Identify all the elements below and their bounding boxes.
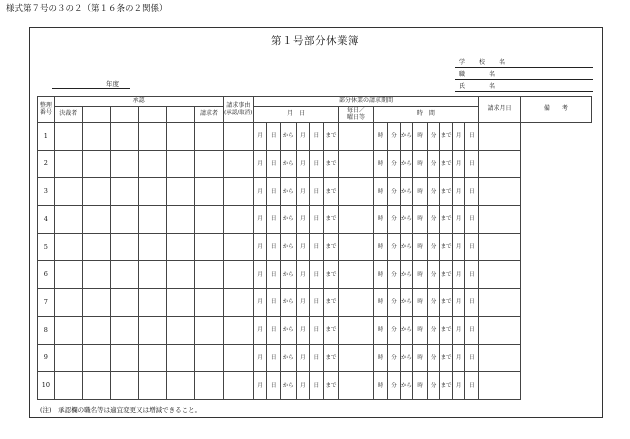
cell-approver[interactable] (110, 289, 138, 317)
cell-fun: 分 (427, 123, 440, 151)
cell-kara: から (400, 261, 413, 289)
cell-made: まで (440, 206, 453, 234)
cell-tsuki: 月 (296, 150, 310, 178)
cell-fun: 分 (427, 289, 440, 317)
cell-biko[interactable] (479, 123, 521, 151)
table-row (38, 316, 592, 344)
cell-hi: 日 (310, 316, 324, 344)
cell-tsuki: 月 (296, 178, 310, 206)
cell-kara: から (280, 123, 296, 151)
cell-fun: 分 (388, 233, 401, 261)
cell-tsuki: 月 (253, 206, 267, 234)
cell-fun: 分 (388, 206, 401, 234)
cell-ji: 時 (413, 233, 428, 261)
cell-ji: 時 (373, 261, 388, 289)
cell-hi: 日 (267, 261, 281, 289)
leave-table (37, 96, 592, 400)
cell-hi: 日 (267, 344, 281, 372)
cell-approver[interactable] (139, 178, 167, 206)
header-shonin: 承認 (54, 97, 223, 107)
cell-made: まで (323, 344, 339, 372)
cell-approver[interactable] (167, 123, 195, 151)
footnote: (注) 承認欄の職名等は適宜変更又は増減できること。 (40, 406, 202, 414)
cell-row-number: 1 (38, 123, 55, 151)
cell-tsuki: 月 (253, 372, 267, 400)
cell-made: まで (323, 261, 339, 289)
cell-approver[interactable] (110, 372, 138, 400)
cell-ji: 時 (373, 150, 388, 178)
cell-fun: 分 (427, 150, 440, 178)
cell-hi: 日 (310, 372, 324, 400)
cell-kara: から (280, 261, 296, 289)
cell-seikyu-jiyu[interactable] (223, 150, 253, 178)
cell-ji: 時 (413, 372, 428, 400)
cell-made: まで (440, 316, 453, 344)
cell-ji: 時 (413, 150, 428, 178)
cell-kara: から (400, 344, 413, 372)
cell-kessaisha[interactable] (54, 261, 82, 289)
cell-seikyu-jiyu[interactable] (223, 372, 253, 400)
cell-biko[interactable] (479, 150, 521, 178)
cell-ji: 時 (413, 178, 428, 206)
school-name-label: 学 校 名 (459, 59, 510, 66)
approval-col (110, 107, 138, 123)
cell-hi: 日 (465, 123, 479, 151)
cell-biko[interactable] (479, 261, 521, 289)
cell-hi: 日 (267, 123, 281, 151)
cell-row-number: 5 (38, 233, 55, 261)
table-row (38, 372, 592, 400)
cell-approver[interactable] (82, 206, 110, 234)
cell-ji: 時 (413, 206, 428, 234)
cell-maijitsu[interactable] (339, 289, 373, 317)
cell-approver[interactable] (110, 178, 138, 206)
cell-kara: から (280, 372, 296, 400)
cell-approver[interactable] (82, 178, 110, 206)
cell-hi: 日 (465, 372, 479, 400)
cell-hi: 日 (310, 344, 324, 372)
cell-fun: 分 (427, 206, 440, 234)
cell-hi: 日 (310, 123, 324, 151)
cell-fun: 分 (427, 233, 440, 261)
cell-biko[interactable] (479, 178, 521, 206)
cell-tsuki: 月 (452, 372, 465, 400)
cell-approver[interactable] (139, 344, 167, 372)
cell-tsuki: 月 (253, 150, 267, 178)
table-row (38, 261, 592, 289)
cell-made: まで (323, 289, 339, 317)
cell-kara: から (280, 178, 296, 206)
cell-kessaisha[interactable] (54, 289, 82, 317)
table-row (38, 178, 592, 206)
cell-ji: 時 (413, 123, 428, 151)
cell-maijitsu[interactable] (339, 150, 373, 178)
cell-hi: 日 (267, 316, 281, 344)
cell-hi: 日 (310, 150, 324, 178)
cell-approver[interactable] (167, 206, 195, 234)
cell-seikyu-jiyu[interactable] (223, 233, 253, 261)
cell-hi: 日 (465, 316, 479, 344)
cell-made: まで (440, 372, 453, 400)
approval-col (139, 107, 167, 123)
cell-biko[interactable] (479, 289, 521, 317)
approval-col (82, 107, 110, 123)
cell-seikyu-jiyu[interactable] (223, 178, 253, 206)
cell-ji: 時 (373, 316, 388, 344)
cell-kara: から (400, 123, 413, 151)
cell-made: まで (323, 233, 339, 261)
position-label: 職 名 (459, 71, 500, 78)
cell-fun: 分 (388, 289, 401, 317)
seikyu-jiyu-label: 請求事由 (226, 101, 251, 109)
cell-tsuki: 月 (253, 289, 267, 317)
cell-hi: 日 (267, 372, 281, 400)
cell-made: まで (323, 372, 339, 400)
cell-approver[interactable] (139, 372, 167, 400)
cell-tsuki: 月 (296, 372, 310, 400)
cell-seikyu-jiyu[interactable] (223, 123, 253, 151)
cell-kessaisha[interactable] (54, 233, 82, 261)
cell-tsuki: 月 (452, 344, 465, 372)
cell-seikyusha[interactable] (195, 261, 223, 289)
cell-approver[interactable] (110, 206, 138, 234)
cell-hi: 日 (310, 206, 324, 234)
header-tsukihi: 月 日 (253, 107, 338, 123)
cell-hi: 日 (267, 233, 281, 261)
cell-approver[interactable] (139, 206, 167, 234)
cell-seikyusha[interactable] (195, 206, 223, 234)
header-seikyu-jiyu (223, 97, 253, 123)
cell-hi: 日 (267, 289, 281, 317)
cell-seikyusha[interactable] (195, 150, 223, 178)
seikyu-jiyu-sub: (承認/取消) (224, 109, 253, 116)
cell-kessaisha[interactable] (54, 123, 82, 151)
cell-biko[interactable] (479, 372, 521, 400)
cell-tsuki: 月 (253, 233, 267, 261)
cell-kara: から (400, 150, 413, 178)
cell-approver[interactable] (167, 372, 195, 400)
cell-row-number: 9 (38, 344, 55, 372)
cell-approver[interactable] (139, 233, 167, 261)
cell-fun: 分 (427, 261, 440, 289)
table-row (38, 206, 592, 234)
cell-approver[interactable] (139, 261, 167, 289)
cell-seikyu-jiyu[interactable] (223, 316, 253, 344)
cell-seikyusha[interactable] (195, 123, 223, 151)
name-field[interactable] (455, 79, 593, 92)
cell-tsuki: 月 (296, 261, 310, 289)
cell-seikyu-jiyu[interactable] (223, 261, 253, 289)
header-jikan: 時 間 (373, 107, 478, 123)
cell-seikyusha[interactable] (195, 316, 223, 344)
cell-approver[interactable] (167, 344, 195, 372)
cell-approver[interactable] (110, 123, 138, 151)
cell-kara: から (280, 150, 296, 178)
cell-fun: 分 (388, 372, 401, 400)
cell-kara: から (280, 289, 296, 317)
cell-row-number: 3 (38, 178, 55, 206)
cell-approver[interactable] (110, 150, 138, 178)
cell-row-number: 4 (38, 206, 55, 234)
cell-fun: 分 (427, 316, 440, 344)
cell-made: まで (440, 150, 453, 178)
cell-made: まで (440, 178, 453, 206)
year-label: 年度 (106, 80, 119, 88)
cell-kessaisha[interactable] (54, 178, 82, 206)
cell-hi: 日 (267, 206, 281, 234)
cell-fun: 分 (388, 123, 401, 151)
cell-tsuki: 月 (296, 344, 310, 372)
cell-maijitsu[interactable] (339, 233, 373, 261)
cell-seikyu-jiyu[interactable] (223, 206, 253, 234)
cell-tsuki: 月 (452, 261, 465, 289)
name-label: 氏 名 (459, 83, 500, 90)
table-row (38, 289, 592, 317)
cell-row-number: 6 (38, 261, 55, 289)
cell-tsuki: 月 (253, 316, 267, 344)
cell-hi: 日 (465, 261, 479, 289)
cell-tsuki: 月 (253, 261, 267, 289)
cell-ji: 時 (373, 178, 388, 206)
cell-kara: から (400, 316, 413, 344)
cell-hi: 日 (465, 233, 479, 261)
cell-approver[interactable] (139, 289, 167, 317)
header-seikyu-tsukihi: 請求月日 (479, 97, 521, 123)
cell-tsuki: 月 (452, 150, 465, 178)
cell-maijitsu[interactable] (339, 316, 373, 344)
cell-fun: 分 (427, 372, 440, 400)
cell-fun: 分 (388, 344, 401, 372)
header-seikyusha: 請求者 (195, 107, 223, 123)
cell-ji: 時 (373, 233, 388, 261)
cell-kara: から (280, 233, 296, 261)
cell-approver[interactable] (82, 316, 110, 344)
cell-tsuki: 月 (253, 344, 267, 372)
cell-ji: 時 (373, 344, 388, 372)
cell-biko[interactable] (479, 233, 521, 261)
cell-made: まで (323, 123, 339, 151)
cell-kara: から (400, 233, 413, 261)
cell-biko[interactable] (479, 344, 521, 372)
cell-ji: 時 (373, 372, 388, 400)
header-period: 部分休業の請求期間 (253, 97, 478, 107)
cell-tsuki: 月 (452, 178, 465, 206)
cell-maijitsu[interactable] (339, 344, 373, 372)
cell-fun: 分 (388, 316, 401, 344)
cell-kessaisha[interactable] (54, 372, 82, 400)
cell-ji: 時 (413, 261, 428, 289)
header-maijitsu: 毎日／ 曜日等 (339, 107, 373, 123)
cell-maijitsu[interactable] (339, 178, 373, 206)
cell-hi: 日 (310, 233, 324, 261)
cell-approver[interactable] (110, 316, 138, 344)
cell-kara: から (400, 372, 413, 400)
header-kessaisha: 決裁者 (54, 107, 82, 123)
cell-hi: 日 (465, 289, 479, 317)
cell-approver[interactable] (167, 178, 195, 206)
cell-fun: 分 (388, 261, 401, 289)
cell-hi: 日 (310, 178, 324, 206)
cell-seikyu-jiyu[interactable] (223, 344, 253, 372)
year-field[interactable] (52, 88, 130, 89)
cell-tsuki: 月 (253, 178, 267, 206)
cell-ji: 時 (373, 206, 388, 234)
cell-seikyusha[interactable] (195, 372, 223, 400)
cell-ji: 時 (413, 289, 428, 317)
cell-seikyusha[interactable] (195, 233, 223, 261)
cell-fun: 分 (388, 150, 401, 178)
cell-approver[interactable] (82, 150, 110, 178)
cell-maijitsu[interactable] (339, 206, 373, 234)
cell-maijitsu[interactable] (339, 123, 373, 151)
cell-approver[interactable] (167, 233, 195, 261)
header-biko: 備 考 (520, 97, 591, 123)
cell-approver[interactable] (167, 150, 195, 178)
cell-kara: から (400, 289, 413, 317)
cell-made: まで (440, 233, 453, 261)
cell-kessaisha[interactable] (54, 206, 82, 234)
cell-hi: 日 (465, 206, 479, 234)
cell-kara: から (280, 344, 296, 372)
cell-kessaisha[interactable] (54, 150, 82, 178)
cell-maijitsu[interactable] (339, 372, 373, 400)
cell-kessaisha[interactable] (54, 316, 82, 344)
cell-fun: 分 (427, 178, 440, 206)
cell-approver[interactable] (82, 289, 110, 317)
cell-ji: 時 (413, 316, 428, 344)
cell-approver[interactable] (110, 233, 138, 261)
cell-kessaisha[interactable] (54, 344, 82, 372)
cell-ji: 時 (373, 123, 388, 151)
table-row (38, 123, 592, 151)
form-title: 第１号部分休業簿 (271, 35, 359, 47)
cell-approver[interactable] (167, 261, 195, 289)
cell-kara: から (400, 178, 413, 206)
cell-seikyusha[interactable] (195, 344, 223, 372)
cell-tsuki: 月 (452, 289, 465, 317)
cell-hi: 日 (465, 150, 479, 178)
cell-row-number: 2 (38, 150, 55, 178)
cell-ji: 時 (413, 344, 428, 372)
cell-hi: 日 (465, 344, 479, 372)
cell-made: まで (440, 344, 453, 372)
cell-tsuki: 月 (296, 233, 310, 261)
cell-seikyu-jiyu[interactable] (223, 289, 253, 317)
cell-fun: 分 (388, 178, 401, 206)
table-row (38, 150, 592, 178)
cell-hi: 日 (267, 150, 281, 178)
cell-approver[interactable] (139, 316, 167, 344)
cell-approver[interactable] (139, 123, 167, 151)
form-code: 様式第７号の３の２（第１６条の２関係） (6, 4, 168, 14)
cell-made: まで (323, 316, 339, 344)
cell-made: まで (323, 178, 339, 206)
cell-hi: 日 (267, 178, 281, 206)
cell-made: まで (323, 150, 339, 178)
cell-approver[interactable] (110, 261, 138, 289)
cell-tsuki: 月 (452, 233, 465, 261)
cell-made: まで (440, 123, 453, 151)
cell-kara: から (280, 206, 296, 234)
cell-hi: 日 (465, 178, 479, 206)
cell-approver[interactable] (139, 150, 167, 178)
cell-ji: 時 (373, 289, 388, 317)
cell-biko[interactable] (479, 206, 521, 234)
cell-made: まで (323, 206, 339, 234)
cell-tsuki: 月 (296, 123, 310, 151)
table-row (38, 233, 592, 261)
cell-seikyusha[interactable] (195, 178, 223, 206)
cell-made: まで (440, 289, 453, 317)
cell-fun: 分 (427, 344, 440, 372)
cell-tsuki: 月 (452, 316, 465, 344)
cell-tsuki: 月 (253, 123, 267, 151)
cell-tsuki: 月 (452, 206, 465, 234)
cell-approver[interactable] (82, 372, 110, 400)
cell-tsuki: 月 (296, 206, 310, 234)
cell-approver[interactable] (82, 233, 110, 261)
cell-biko[interactable] (479, 316, 521, 344)
cell-hi: 日 (310, 261, 324, 289)
cell-tsuki: 月 (296, 289, 310, 317)
cell-row-number: 8 (38, 316, 55, 344)
cell-hi: 日 (310, 289, 324, 317)
cell-approver[interactable] (167, 289, 195, 317)
header-seiri: 整理 番号 (38, 97, 55, 123)
cell-approver[interactable] (82, 123, 110, 151)
cell-kara: から (280, 316, 296, 344)
cell-row-number: 10 (38, 372, 55, 400)
cell-tsuki: 月 (452, 123, 465, 151)
table-row (38, 344, 592, 372)
cell-maijitsu[interactable] (339, 261, 373, 289)
cell-tsuki: 月 (296, 316, 310, 344)
cell-approver[interactable] (110, 344, 138, 372)
cell-made: まで (440, 261, 453, 289)
cell-seikyusha[interactable] (195, 289, 223, 317)
cell-row-number: 7 (38, 289, 55, 317)
cell-kara: から (400, 206, 413, 234)
cell-approver[interactable] (82, 261, 110, 289)
cell-approver[interactable] (82, 344, 110, 372)
cell-approver[interactable] (167, 316, 195, 344)
approval-col (167, 107, 195, 123)
